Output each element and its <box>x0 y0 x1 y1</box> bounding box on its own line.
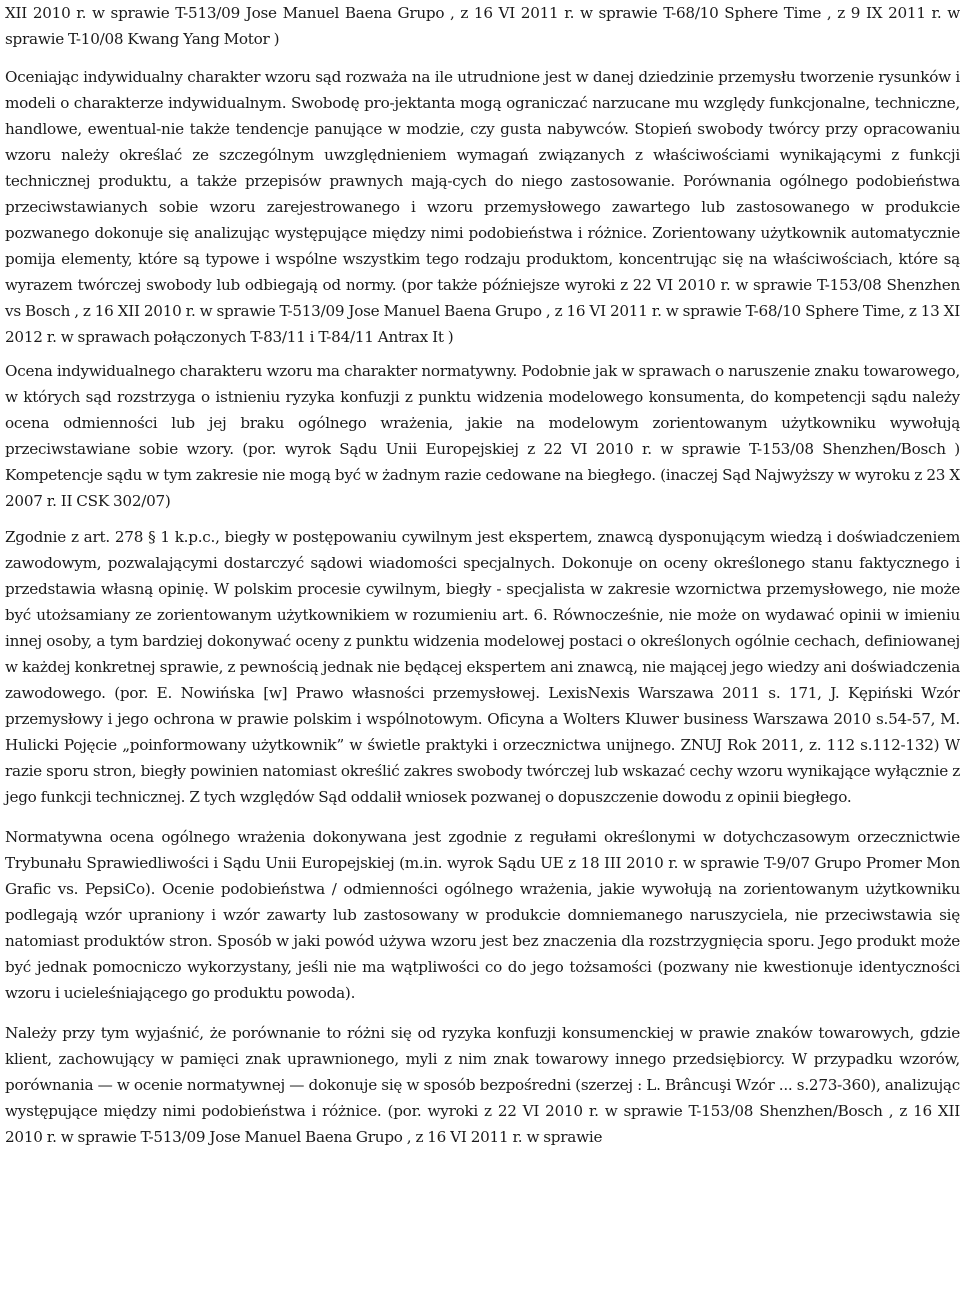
paragraph-normative-assessment: Ocena indywidualnego charakteru wzoru ma charakter normatywny. Podobnie jak w sprawach o naruszenie znaku towarowego, w których sąd rozstrzyga o istnieniu ryzyka konfuzji z punktu widzenia modelowego konsumenta, do kompetencji sądu należy ocena odmienności lub jej braku ogólnego wrażenia, jakie na modelowym zorientowanym użytkowniku wywołują przeciwstawiane sobie wzory. (por. wyrok Sądu Unii Europejskiej z 22 VI 2010 r. w sprawie T-153/08 Shenzhen/Bosch ) Kompetencje sądu w tym zakresie nie mogą być w żadnym razie cedowane na biegłego. (inaczej Sąd Najwyższy w wyroku z 23 X 2007 r. II CSK 302/07) <box>5 362 960 510</box>
paragraph-expert-witness: Zgodnie z art. 278 § 1 k.p.c., biegły w postępowaniu cywilnym jest ekspertem, znawcą dysponującym wiedzą i doświadczeniem zawodowym, pozwalającymi dostarczyć sądowi wiadomości specjalnych. Dokonuje on oceny określonego stanu faktycznego i przedstawia własną opinię. W polskim procesie cywilnym, biegły - specjalista w zakresie wzornictwa przemysłowego, nie może być utożsamiany ze zorientowanym użytkownikiem w rozumieniu art. 6. Równocześnie, nie może on wydawać opinii w imieniu innej osoby, a tym bardziej dokonywać oceny z punktu widzenia modelowej postaci o określonych ogólnie cechach, definiowanej w każdej konkretnej sprawie, z pewnością jednak nie będącej ekspertem ani znawcą, nie mającej jego wiedzy ani doświadczenia zawodowego. (por. E. Nowińska [w] Prawo własności przemysłowej. LexisNexis Warszawa 2011 s. 171, J. Kępiński Wzór przemysłowy i jego ochrona w prawie polskim i wspólnotowym. Oficyna a Wolters Kluwer business Warszawa 2010 s.54-57, M. Hulicki Pojęcie „poinformowany użytkownik” w świetle praktyki i orzecznictwa unijnego. ZNUJ Rok 2011, z. 112 s.112-132) W razie sporu stron, biegły powinien natomiast określić zakres swobody twórczej lub wskazać cechy wzoru wynikające wyłącznie z jego funkcji technicznej. Z tych względów Sąd oddalił wniosek pozwanej o dopuszczenie dowodu z opinii biegłego. <box>5 528 960 806</box>
paragraph-case-citations: XII 2010 r. w sprawie T-513/09 Jose Manuel Baena Grupo , z 16 VI 2011 r. w sprawie T-68/10 Sphere Time , z 9 IX 2011 r. w sprawie T-10/08 Kwang Yang Motor ) <box>5 4 960 48</box>
paragraph-comparison: Należy przy tym wyjaśnić, że porównanie to różni się od ryzyka konfuzji konsumenckiej w prawie znaków towarowych, gdzie klient, zachowujący w pamięci znak uprawnionego, myli z nim znak towarowy innego przedsiębiorcy. W przypadku wzorów, porównania — w ocenie normatywnej — dokonuje się w sposób bezpośredni (szerzej : L. Brâncuşi Wzór ... s.273-360), analizując występujące między nimi podobieństwa i różnice. (por. wyroki z 22 VI 2010 r. w sprawie T-153/08 Shenzhen/Bosch , z 16 XII 2010 r. w sprawie T-513/09 Jose Manuel Baena Grupo , z 16 VI 2011 r. w sprawie <box>5 1024 960 1146</box>
paragraph-individual-character: Oceniając indywidualny charakter wzoru sąd rozważa na ile utrudnione jest w danej dziedzinie przemysłu tworzenie rysunków i modeli o charakterze indywidualnym. Swobodę pro-jektanta mogą ograniczać narzucane mu względy funkcjonalne, techniczne, handlowe, ewentual-nie także tendencje panujące w modzie, czy gusta nabywców. Stopień swobody twórcy przy opracowaniu wzoru należy określać ze szczególnym uwzględnieniem wymagań związanych z właściwościami wynikającymi z funkcji technicznej produktu, a także przepisów prawnych mają-cych do niego zastosowanie. Porównania ogólnego podobieństwa przeciwstawianych sobie wzoru zarejestrowanego i wzoru przemysłowego zawartego lub zastosowanego w produkcie pozwanego dokonuje się analizując występujące między nimi podobieństwa i różnice. Zorientowany użytkownik automatycznie pomija elementy, które są typowe i wspólne wszystkim tego rodzaju produktom, koncentrując się na właściwościach, które są wyrazem twórczej swobody lub odbiegają od normy. (por także późniejsze wyroki z 22 VI 2010 r. w sprawie T-153/08 Shenzhen vs Bosch , z 16 XII 2010 r. w sprawie T-513/09 Jose Manuel Baena Grupo , z 16 VI 2011 r. w sprawie T-68/10 Sphere Time, z 13 XI 2012 r. w sprawach połączonych T-83/11 i T-84/11 Antrax It ) <box>5 68 960 346</box>
document-page <box>5 0 960 1150</box>
paragraph-overall-impression: Normatywna ocena ogólnego wrażenia dokonywana jest zgodnie z regułami określonymi w dotychczasowym orzecznictwie Trybunału Sprawiedliwości i Sądu Unii Europejskiej (m.in. wyrok Sądu UE z 18 III 2010 r. w sprawie T-9/07 Grupo Promer Mon Grafic vs. PepsiCo). Ocenie podobieństwa / odmienności ogólnego wrażenia, jakie wywołują na zorientowanym użytkowniku podlegają wzór upraniony i wzór zawarty lub zastosowany w produkcie domniemanego naruszyciela, nie przeciwstawia się natomiast produktów stron. Sposób w jaki powód używa wzoru jest bez znaczenia dla rozstrzygnięcia sporu. Jego produkt może być jednak pomocniczo wykorzystany, jeśli nie ma wątpliwości co do jego tożsamości (pozwany nie kwestionuje identyczności wzoru i ucieleśniającego go produktu powoda). <box>5 828 960 1002</box>
